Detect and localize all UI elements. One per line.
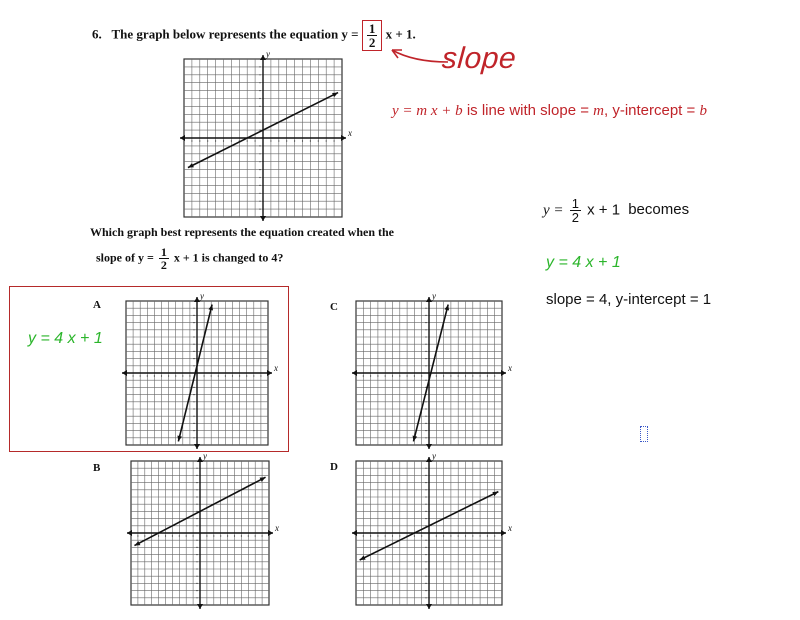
fraction-numerator: 1 (368, 21, 376, 36)
becomes-den: 2 (571, 210, 579, 225)
followup-question: Which graph best represents the equation created when the (90, 225, 394, 239)
y-axis-label: y (432, 451, 436, 461)
becomes-lhs: y = (543, 202, 564, 219)
slope-of-lhs: y = (138, 250, 154, 265)
becomes-num: 1 (571, 196, 579, 211)
slope-intercept-m: m (593, 103, 604, 119)
slope-of-den: 2 (160, 258, 167, 272)
boxed-equation: y = 4 x + 1 (28, 330, 103, 347)
y-axis-arrow-icon (426, 444, 432, 449)
new-equation: y = 4 x + 1 (546, 254, 621, 271)
x-axis-arrow-icon (267, 370, 272, 376)
y-axis-label: y (200, 291, 204, 301)
x-axis-arrow-icon (352, 530, 357, 536)
y-axis-arrow-icon (426, 604, 432, 609)
y-axis-label: y (432, 291, 436, 301)
slope-of-rhs: x + 1 is changed to 4? (173, 250, 284, 265)
option-graph-c[interactable] (355, 291, 512, 450)
equation-lhs: y = (341, 26, 359, 42)
equation-rhs: x + 1. (385, 26, 416, 42)
fraction-denominator: 2 (368, 35, 376, 50)
y-axis-arrow-icon (260, 216, 266, 221)
x-axis-arrow-icon (180, 135, 185, 141)
x-axis-arrow-icon (127, 530, 132, 536)
option-graph-d[interactable] (355, 451, 512, 610)
option-label-a: A (93, 299, 101, 311)
slope-intercept-b: b (699, 103, 707, 119)
slope-intercept-lhs: y = m x + b (392, 103, 463, 119)
slope-intercept-sep: , y-intercept = (603, 102, 700, 119)
slope-handwritten-label: slope (440, 42, 518, 75)
option-graph-a[interactable] (125, 291, 278, 450)
result-statement: slope = 4, y-intercept = 1 (546, 291, 712, 308)
x-axis-arrow-icon (501, 530, 506, 536)
slope-intercept-explanation (392, 102, 707, 120)
slope-of-prefix: slope of (96, 250, 135, 265)
becomes-annotation (543, 197, 689, 224)
x-axis-label: x (508, 363, 512, 373)
becomes-word: becomes (628, 201, 690, 219)
x-axis-label: x (348, 128, 352, 138)
becomes-rhs: x + 1 (587, 201, 621, 219)
slope-arrow-icon (380, 38, 450, 78)
y-axis-arrow-icon (194, 444, 200, 449)
y-axis-arrow-icon (197, 604, 203, 609)
main-graph (183, 49, 352, 220)
text-cursor-icon (640, 426, 648, 442)
question-number: 6. (92, 26, 102, 42)
y-axis-label: y (266, 49, 270, 59)
slope-of-num: 1 (160, 245, 167, 259)
question-stem: The graph below represents the equation (111, 26, 339, 42)
x-axis-arrow-icon (268, 530, 273, 536)
option-graph-b[interactable] (130, 451, 279, 610)
x-axis-arrow-icon (341, 135, 346, 141)
x-axis-label: x (274, 363, 278, 373)
option-label-c: C (330, 301, 338, 313)
x-axis-arrow-icon (352, 370, 357, 376)
x-axis-label: x (508, 523, 512, 533)
x-axis-label: x (275, 523, 279, 533)
y-axis-label: y (203, 451, 207, 461)
followup-question-line2 (96, 246, 283, 271)
slope-intercept-text: is line with slope = (462, 102, 594, 119)
question-heading (92, 20, 416, 51)
option-label-b: B (93, 462, 101, 474)
x-axis-arrow-icon (501, 370, 506, 376)
option-label-d: D (330, 461, 338, 473)
